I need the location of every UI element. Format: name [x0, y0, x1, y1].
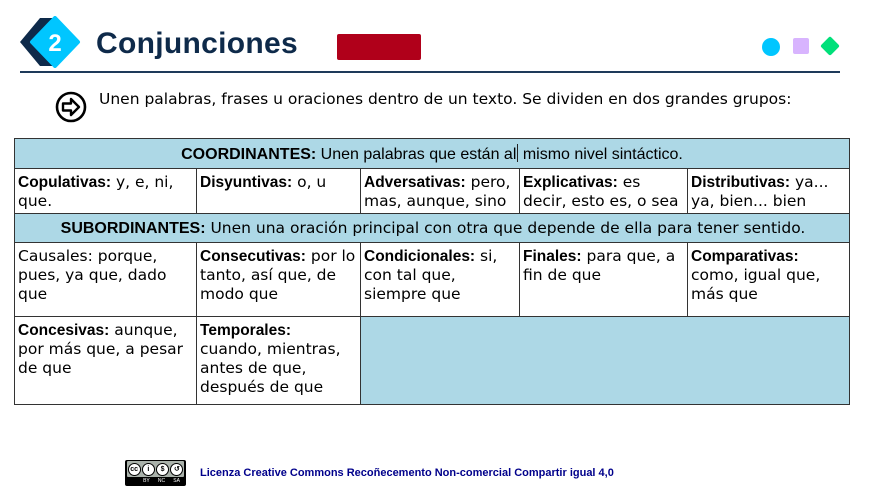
- cell-text: aunque, por más que, a pesar de que: [18, 321, 184, 377]
- table-cell-comparativas[interactable]: [688, 243, 850, 317]
- cell-label: Disyuntivas:: [200, 174, 293, 191]
- arrow-right-circle-icon: [55, 91, 87, 123]
- cell-label: Copulativas:: [18, 174, 112, 191]
- circle-icon: [762, 38, 780, 56]
- cell-label: Explicativas:: [523, 174, 618, 191]
- coordinantes-row: [15, 169, 850, 214]
- table-cell-concesivas[interactable]: [15, 317, 197, 405]
- subordinantes-row-2: [15, 317, 850, 405]
- coordinantes-desc-part1: Unen palabras que están al: [316, 146, 517, 163]
- diamond-icon: [820, 36, 840, 56]
- table-cell-consecutivas[interactable]: [197, 243, 361, 317]
- cell-label: Finales:: [523, 248, 582, 265]
- subordinantes-header-row: [15, 214, 850, 243]
- subordinantes-header[interactable]: [15, 214, 850, 243]
- coordinantes-header[interactable]: [15, 139, 850, 169]
- cell-text: cuando, mientras, antes de que, después de que: [200, 340, 341, 396]
- sa-label: SA: [173, 478, 180, 484]
- table-cell-empty[interactable]: [361, 317, 850, 405]
- nc-glyph: $: [156, 463, 169, 476]
- page-title: Conjunciones: [96, 27, 298, 60]
- section-number-badge-icon: [18, 16, 82, 68]
- cell-text: para que, a fin de que: [523, 247, 676, 284]
- coordinantes-desc-part2: mismo nivel sintáctico.: [518, 146, 683, 163]
- license-footer: [125, 460, 614, 486]
- by-glyph: i: [142, 463, 155, 476]
- table-cell-explicativas[interactable]: [520, 169, 688, 214]
- subordinantes-row-1: [15, 243, 850, 317]
- cell-label: Temporales:: [200, 322, 292, 339]
- svg-text:2: 2: [48, 30, 62, 57]
- cell-text: ya... ya, bien... bien: [691, 173, 829, 210]
- creative-commons-by-nc-sa-icon[interactable]: [125, 460, 186, 486]
- cell-text: como, igual que, más que: [691, 266, 821, 303]
- table-cell-temporales[interactable]: [197, 317, 361, 405]
- coordinantes-header-row: [15, 139, 850, 169]
- cell-label: Consecutivas:: [200, 248, 306, 265]
- subordinantes-desc: Unen una oración principal con otra que depende de ella para tener sentido.: [205, 219, 806, 237]
- header-divider: [20, 71, 840, 73]
- cell-text: es decir, esto es, o sea: [523, 173, 679, 210]
- table-cell-causales[interactable]: [15, 243, 197, 317]
- red-bar-decoration: [337, 34, 421, 60]
- table-cell-distributivas[interactable]: [688, 169, 850, 214]
- sa-glyph: ↺: [170, 463, 183, 476]
- intro-text: Unen palabras, frases u oraciones dentro de un texto. Se dividen en dos grandes grupos:: [99, 90, 792, 108]
- square-icon: [793, 38, 809, 54]
- cell-text: por lo tanto, así que, de modo que: [200, 247, 356, 303]
- cell-label: Concesivas:: [18, 322, 110, 339]
- cell-label: Condicionales:: [364, 248, 476, 265]
- cc-glyph: cc: [128, 463, 141, 476]
- cell-label: Comparativas:: [691, 248, 799, 265]
- cell-text: y, e, ni, que.: [18, 173, 174, 210]
- conjunctions-table: [14, 138, 850, 405]
- table-cell-condicionales[interactable]: [361, 243, 520, 317]
- cell-text: o, u: [292, 173, 327, 191]
- table-cell-disyuntivas[interactable]: [197, 169, 361, 214]
- by-label: BY: [143, 478, 150, 484]
- coordinantes-label: COORDINANTES:: [181, 146, 317, 163]
- table-cell-copulativas[interactable]: [15, 169, 197, 214]
- table-cell-finales[interactable]: [520, 243, 688, 317]
- nc-label: NC: [157, 478, 166, 484]
- cell-text: pero, mas, aunque, sino: [364, 173, 511, 210]
- table-cell-adversativas[interactable]: [361, 169, 520, 214]
- cell-label: Adversativas:: [364, 174, 466, 191]
- cell-text: si, con tal que, siempre que: [364, 247, 498, 303]
- cell-label: Distributivas:: [691, 174, 791, 191]
- subordinantes-label: SUBORDINANTES:: [60, 220, 206, 237]
- license-link[interactable]: Licenza Creative Commons Recoñecemento Non-comercial Compartir igual 4,0: [200, 467, 614, 479]
- cell-text: Causales: porque, pues, ya que, dado que: [18, 247, 167, 303]
